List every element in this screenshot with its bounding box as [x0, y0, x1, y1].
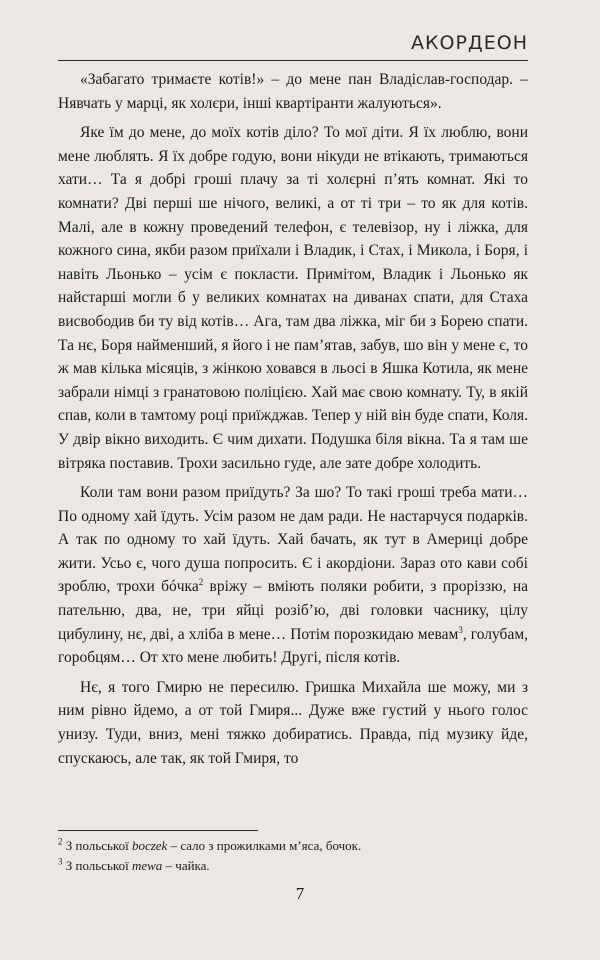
paragraph	[58, 676, 528, 770]
body-text	[58, 68, 528, 770]
footnote-term: mewa	[131, 858, 163, 873]
paragraph	[58, 121, 528, 475]
footnote-prefix: З польської	[62, 858, 132, 873]
text-run: «Забагато тримаєте котів!» – до мене пан Владіслав-господар. – Нявчать у марці, як холєри, інші квартіранти жалуються».	[58, 71, 528, 112]
paragraph	[58, 481, 528, 670]
text-run: Яке їм до мене, до моїх котів діло? То мої діти. Я їх люблю, вони мене люблять. Я їх добре годую, вони нікуди не втікають, тримаються хати… Та я добрі гроші плачу за ті холєрні п’ять комнат. Які то комнати? Дві перші ше нічого, великі, а от ті три – то як для котів. Малі, але в кожну проведений телефон, є телевізор, ну і ліжка, для кожного сина, якби разом приїхали і Владик, і Стах, і Микола, і Боря, і навіть Льонько – усім є покласти. Примітом, Владик і Льонько як найстаршi могли б у великих комнатах на диванах спати, для Стаха висвободив би ту від котів… Ага, там два ліжка, міг би з Борею спати. Та нє, Боря найменший, я його і не пам’ятав, забув, шо він у мене є, то ж мав кілька місяців, з жінкою ховався в льосі в Яшка Котила, як мене забрали німці з гранатовою поліцією. Хай має свою комнату. Ту, в якій спав, коли в тамтому році приїжджав. Тепер у ній він буде спати, Коля. У двір вікно виходить. Є чим дихати. Подушка біля вікна. Та я там ше вітряка поставив. Трохи засильно гуде, але зате добре холодить.	[58, 124, 528, 472]
footnote	[58, 856, 528, 876]
footnote-term: boczek	[131, 838, 168, 853]
text-run: , голубам, горобцям… От хто мене любить! Другі, після котів.	[58, 625, 529, 667]
paragraph	[58, 68, 528, 115]
footnotes	[58, 830, 528, 876]
page-number: 7	[295, 884, 305, 903]
text-run: Нє, я того Гмирю не пересилю. Гришка Михайла ше можу, ми з ним рівно йдемо, а от той Гмиря... Дуже вже густий у нього голос унизу. Туди, вниз, мені тяжко добиратись. Правда, під музику йде, спускаюсь, але так, як той Гмиря, то	[58, 678, 528, 767]
footnote-mark: 3	[58, 856, 63, 867]
footnote-ref: 2	[198, 577, 204, 588]
running-title: АКОРДЕОН	[411, 32, 528, 54]
footnote-rest: – чайка.	[162, 858, 210, 873]
footnote-ref: 3	[458, 624, 463, 635]
footnote-prefix: З польської	[62, 838, 132, 853]
footnote	[58, 836, 528, 856]
footnote-mark: 2	[58, 836, 63, 847]
footnote-rule	[58, 830, 258, 831]
running-header	[58, 28, 528, 61]
footnote-rest: – сало з прожилками м’яса, бочок.	[167, 838, 362, 853]
text-run: Коли там вони разом приїдуть? За шо? То такі гроші треба мати… По одному хай їдуть. Усім разом не дам ради. Не настарчуся подарків. А так по одному то хай їдуть. Хай бачать, як тут в Америці добре жити. Усьо є, чого душа попросить. Є і акордіони. Зараз ото кави собі зроблю, трохи бóчка	[58, 484, 528, 596]
text-run: вріжу – вміють поляки робити, з проріззю, на пательню, два, не, три яйці розіб’ю, дві головки часнику, цілу цибулину, нє, дві, а хліба в мене… Потім порозкидаю мевам	[58, 578, 528, 643]
